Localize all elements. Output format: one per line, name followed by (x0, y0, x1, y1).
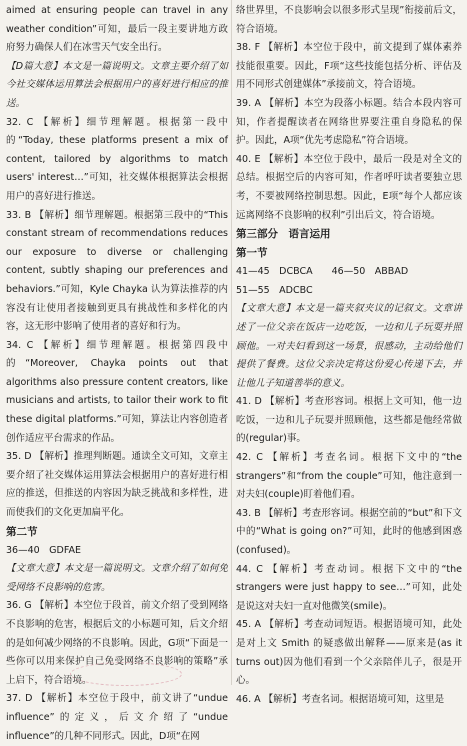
right-column (236, 2, 462, 709)
column-divider (231, 0, 232, 685)
answer-46: 46. A 【解析】考查名词。根据语境可知，这里是 (236, 693, 445, 705)
answer-38: 38. F 【解析】本空位于段中，前文提到了媒体素养技能很重要。因此，F项“这些技能包括分析、评估及用不同形式创建媒体”承接前文，符合语境。 (236, 42, 462, 91)
paragraph: aimed at ensuring people can travel in any weather condition”可知，最后一段主要讲地方政府努力确保人们在冰雪天气安全出行。 (6, 5, 228, 54)
section-heading: 第三部分 语言运用 (236, 228, 331, 241)
answer-key: 51—55 ADCBC (236, 284, 313, 296)
answer-37: 37. D 【解析】本空位于段中，前文讲了“undue influence”的定义，后文介绍了“undue influence”的几种不同形式。因此，D项“在网 (6, 693, 228, 742)
answer-39: 39. A 【解析】本空为段落小标题。结合本段内容可知，作者提醒读者在网络世界要注重自身隐私的保护。因此，A项“优先考虑隐私”符合语境。 (236, 97, 462, 147)
answer-33: 33. B 【解析】细节理解题。根据第三段中的“This constant stream of recommendations reduces our exposure to diverse or challenging content, subtly shaping our preferences and behaviors.”可知，Kyle Chayka 认为算法推荐的内容没有让使用者接触到更具有挑战性和多样化的内容，这无形中影响了使用者的喜好和行为。 (6, 209, 228, 333)
passage-summary: 【文章大意】本文是一篇说明文。文章介绍了如何免受网络不良影响的危害。 (6, 563, 228, 593)
answer-40: 40. E 【解析】本空位于段中，最后一段是对全文的总结。根据空后的内容可知，作者呼吁读者要独立思考，不要被网络控制思想。因此，E项“每个人都应该远离网络不良影响的权利”引出后文，符合语境。 (236, 153, 462, 221)
answer-44: 44. C 【解析】考查动词。根据下文中的“the strangers were just happy to see…”可知，此处是说这对夫妇一直对他微笑(smile)。 (236, 563, 462, 612)
answer-43: 43. B 【解析】考查形容词。根据空前的“but”和下文中的“What is going on?”可知，此时的他感到困惑(confused)。 (236, 507, 462, 557)
answer-34: 34. C 【解析】细节理解题。根据第四段中的“Moreover, Chayka points out that algorithms also pressure content creators, like musicians and artists, to tailor their work to fit these digital platforms.”可知，算法让内容创造者创作适应平台需求的作品。 (6, 339, 228, 444)
passage-summary: 【D篇大意】本文是一篇说明文。文章主要介绍了如今社交媒体运用算法会根据用户的喜好进行相应的推送。 (6, 60, 228, 109)
answer-key: 41—45 DCBCA 46—50 ABBAD (236, 266, 409, 278)
answer-32: 32. C 【解析】细节理解题。根据第一段中的“Today, these platforms present a mix of content, tailored by algorithms to match users' interest…”可知，社交媒体根据算法会根据用户的喜好进行推送。 (6, 116, 228, 202)
answer-36: 36. G 【解析】本空位于段首，前文介绍了受到网络不良影响的危害，根据后文的小标题可知，后文介绍的是如何减少网络的不良影响。因此，G项“下面是一些你可以用来保护自己免受网络不良影响的策略”承上启下，符合语境。 (6, 600, 228, 686)
paragraph: 络世界里，不良影响会以很多形式呈现”衔接前后文，符合语境。 (236, 5, 462, 35)
subsection-heading: 第一节 (236, 247, 268, 260)
page-stamp-decoration (70, 662, 182, 686)
answer-42: 42. C 【解析】考查名词。根据下文中的“the strangers”和“from the couple”可知，他注意到一对夫妇(couple)盯着他们看。 (236, 452, 462, 501)
answer-41: 41. D 【解析】考查形容词。根据上文可知，他一边吃饭，一边和儿子玩耍并照顾他，这些都是他经常做的(regular)事。 (236, 396, 462, 445)
left-column (6, 2, 228, 746)
passage-summary: 【文章大意】本文是一篇夹叙夹议的记叙文。文章讲述了一位父亲在饭店一边吃饭，一边和儿子玩耍并照顾他。一对夫妇看到这一场景，很感动，主动给他们提供了餐费。这位父亲决定将这份爱心传递下去，并让他儿子知道善举的意义。 (236, 303, 462, 389)
answer-key: 36—40 GDFAE (6, 544, 81, 556)
answer-45: 45. A 【解析】考查动词短语。根据语境可知，此处是对上文 Smith 的疑惑做出解释——原来是(as it turns out)因为他们看到一个父亲陪伴儿子，很是开心。 (236, 619, 462, 687)
section-heading: 第二节 (6, 525, 38, 538)
answer-35: 35. D 【解析】推理判断题。通读全文可知，文章主要介绍了社交媒体运用算法会根据用户的喜好进行相应的推送，但推送的内容因为缺乏挑战和多样性，进而使我们的文化更加扁平化。 (6, 451, 228, 519)
